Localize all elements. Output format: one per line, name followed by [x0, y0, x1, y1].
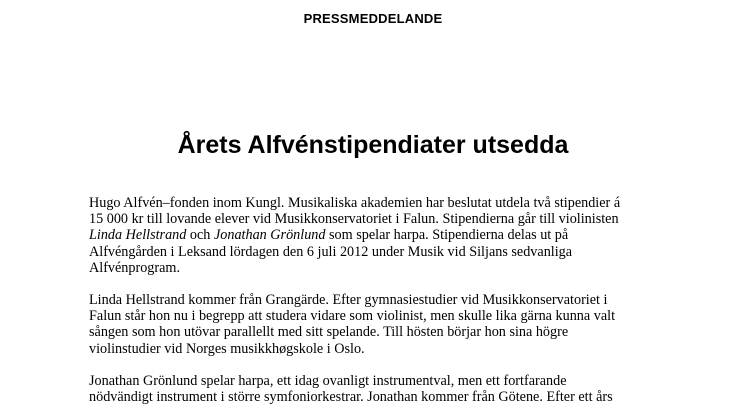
conjunction: och [186, 227, 214, 244]
name-linda-hellstrand: Linda Hellstrand [89, 227, 187, 244]
paragraph-2-line-2: Falun står hon nu i begrepp att studera vidare som violinist, men skulle lika gärna kunna valt [89, 308, 616, 325]
paragraph-2-line-4: violinstudier vid Norges musikkhøgskole i Oslo. [89, 340, 365, 357]
name-jonathan-gronlund: Jonathan Grönlund [213, 227, 326, 244]
press-release-label: PRESSMEDDELANDE [303, 11, 443, 26]
paragraph-1 [89, 195, 669, 276]
paragraph-1-line-5: Alfvénprogram. [89, 259, 181, 276]
document-body [89, 195, 669, 419]
paragraph-2-line-3: sången som hon utövar parallellt med sitt spelande. Till hösten börjar hon sina högre [89, 324, 569, 341]
paragraph-3 [89, 373, 669, 405]
paragraph-1-line-3 [89, 227, 669, 243]
paragraph-3-line-1: Jonathan Grönlund spelar harpa, ett idag ovanligt instrumentval, men ett fortfarande [89, 372, 567, 389]
paragraph-2-line-1: Linda Hellstrand kommer från Grangärde. Efter gymnasiestudier vid Musikkonservatoriet i [89, 292, 608, 309]
paragraph-1-line-4: Alfvéngården i Leksand lördagen den 6 juli 2012 under Musik vid Siljans sedvanliga [89, 243, 573, 260]
paragraph-1-line-1: Hugo Alfvén–fonden inom Kungl. Musikaliska akademien har beslutat utdela två stipendier á [89, 195, 621, 211]
paragraph-1-line-2: 15 000 kr till lovande elever vid Musikkonservatoriet i Falun. Stipendierna går till violinisten [89, 211, 619, 228]
paragraph-1-line-3-rest: som spelar harpa. Stipendierna delas ut på [325, 227, 569, 244]
headline: Årets Alfvénstipendiater utsedda [177, 131, 569, 159]
paragraph-3-line-2: nödvändigt instrument i större symfoniorkestrar. Jonathan kommer från Götene. Efter ett års [89, 389, 613, 406]
paragraph-2 [89, 292, 669, 357]
